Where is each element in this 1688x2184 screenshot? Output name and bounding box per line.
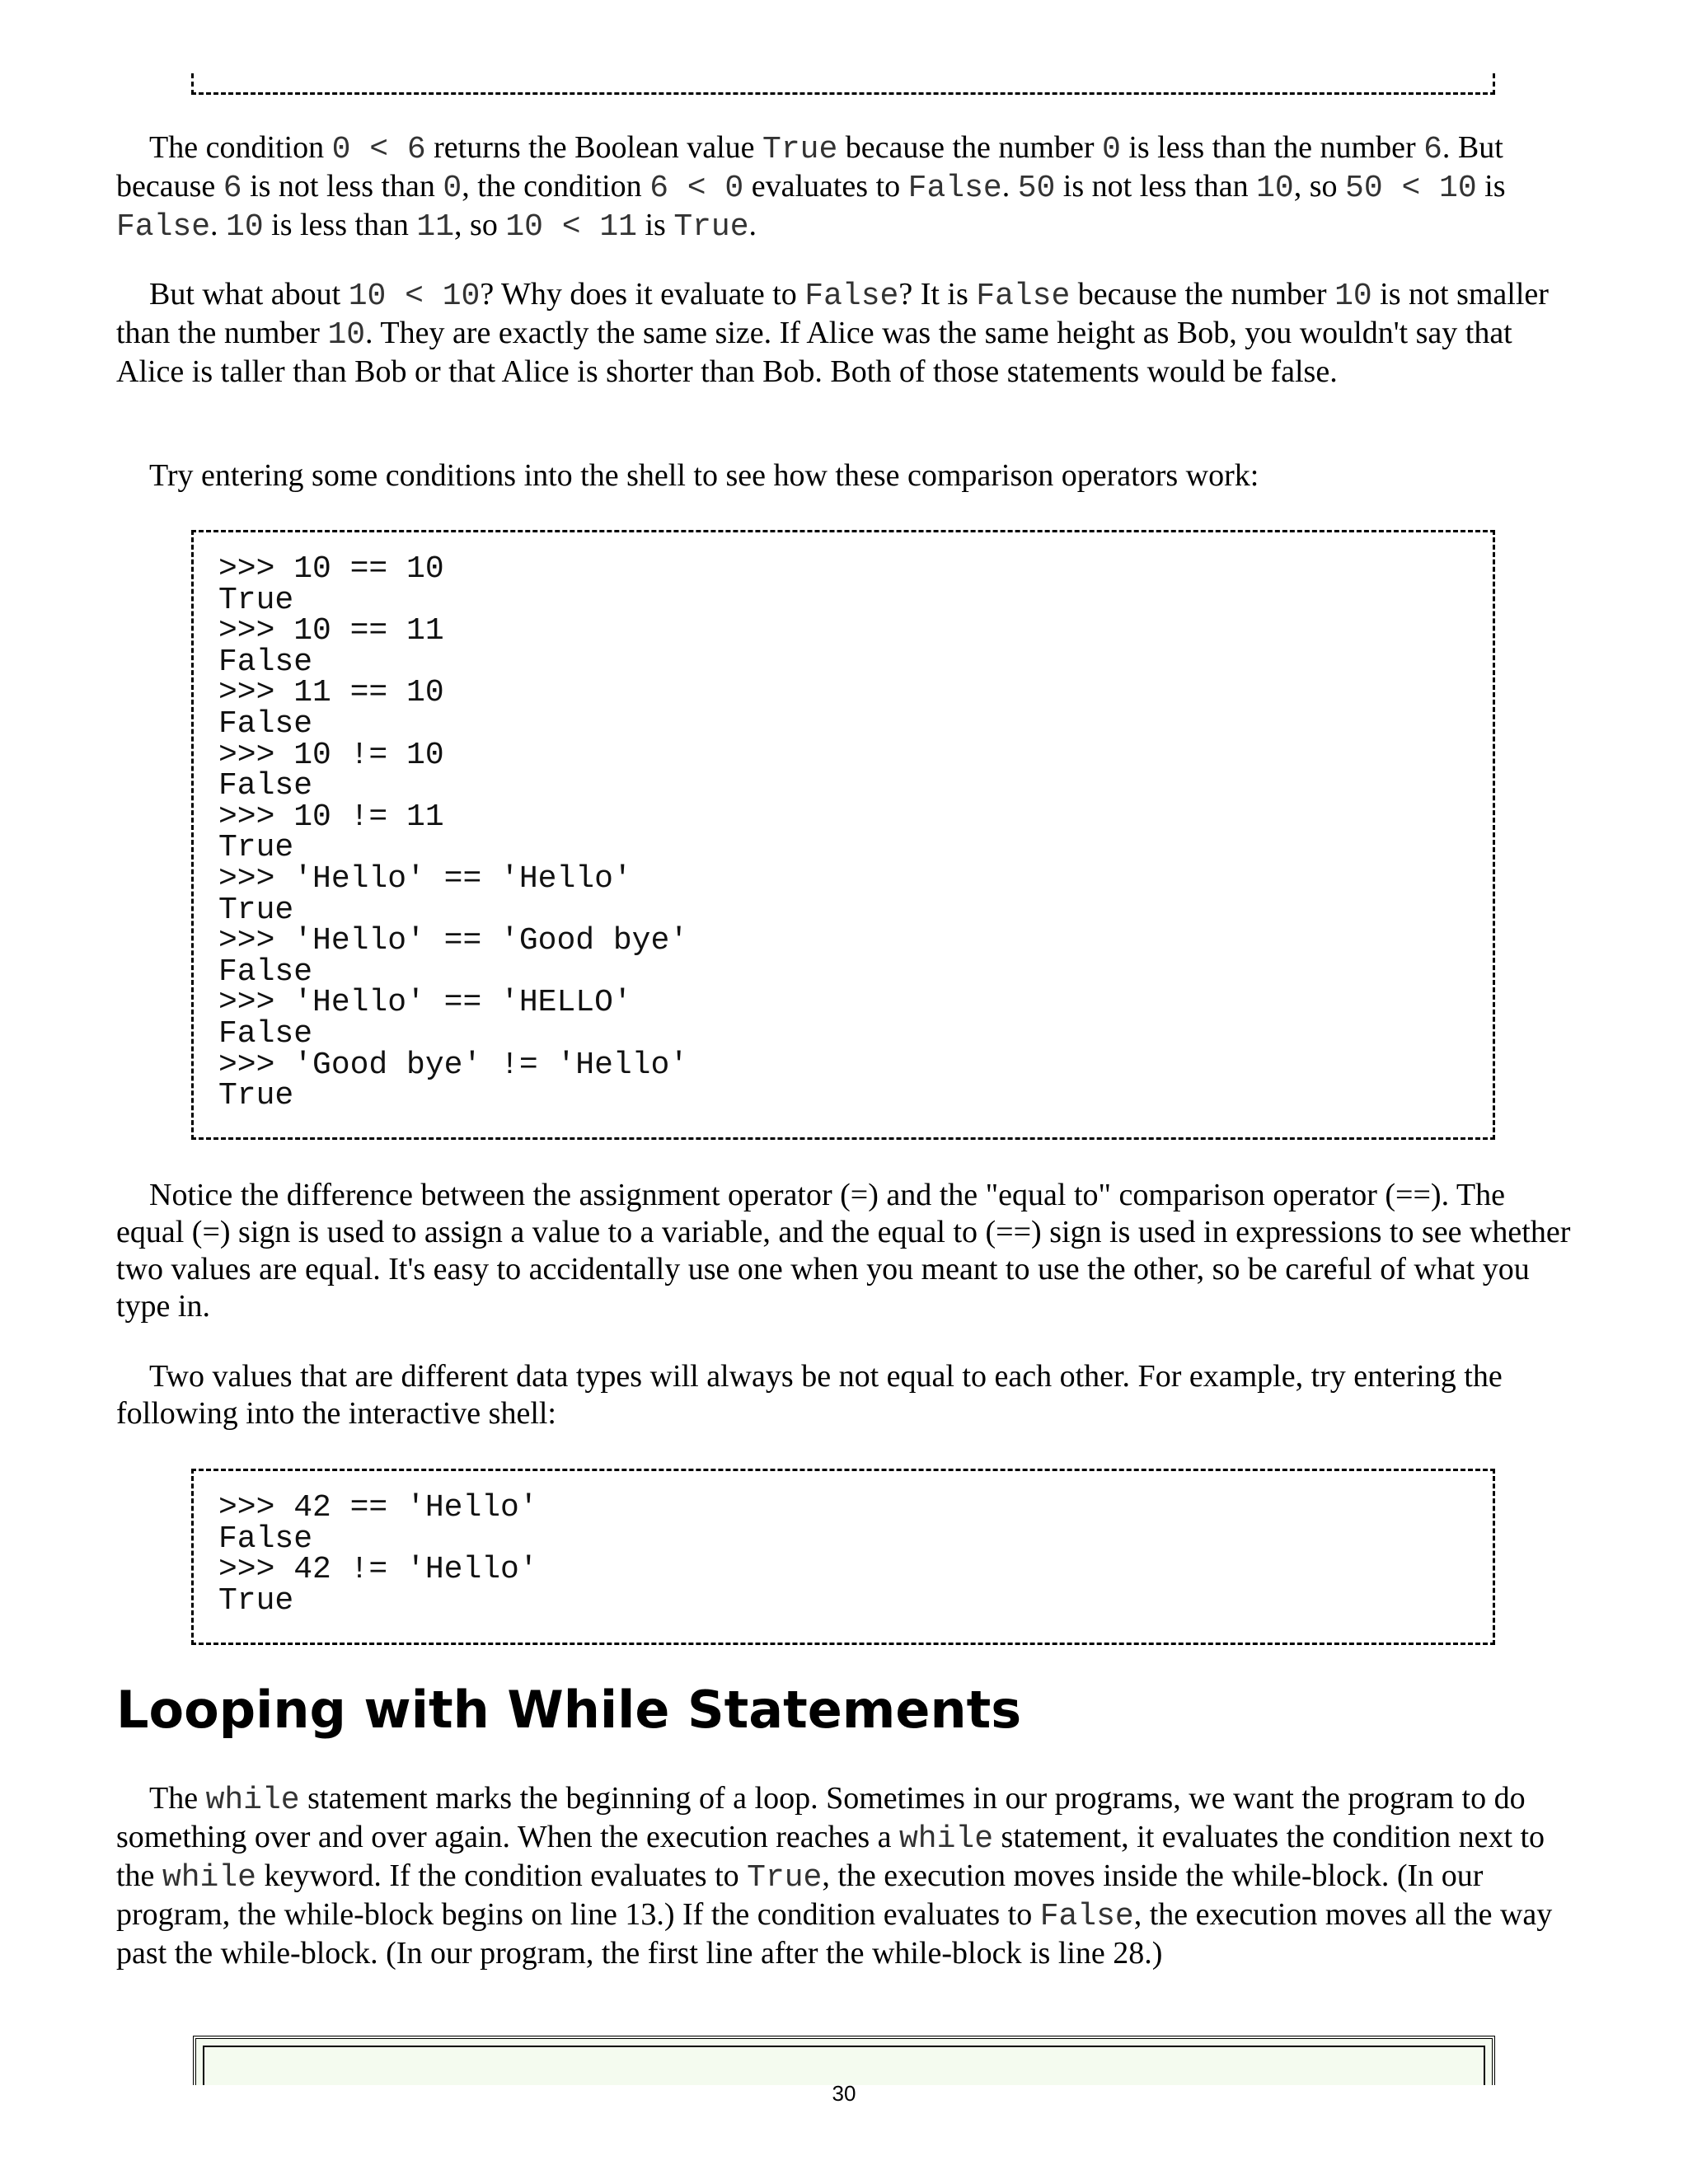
inline-code: 50 < 10: [1345, 171, 1477, 206]
text-run: is less than the number: [1120, 130, 1424, 165]
text-run: Notice the difference between the assignment operator (=) and the "equal to" comparison operator (==). The equal (=) sign is used to assign a value to a variable, and the equal to (==) sign is used in expressions to see whether two values are equal. It's easy to accidentally use one when you meant to use the other, so be careful of what you type in.: [116, 1178, 1571, 1324]
code-line: True: [218, 1078, 294, 1114]
text-run: is not smaller than the number: [116, 277, 1549, 350]
text-run: evaluates to: [743, 169, 908, 204]
inline-code: 10: [1256, 171, 1294, 206]
inline-code: while: [205, 1783, 300, 1818]
inline-code: False: [804, 279, 899, 314]
section-heading: Looping with While Statements: [116, 1680, 1022, 1740]
inline-code: 11: [416, 209, 455, 245]
text-run: .: [210, 208, 227, 242]
inline-code: while: [162, 1860, 256, 1896]
inline-code: 6: [223, 171, 242, 206]
text-run: is: [1476, 169, 1506, 204]
text-run: . But because: [116, 130, 1503, 204]
code-line: False: [218, 768, 313, 804]
inline-code: False: [1039, 1899, 1134, 1934]
text-run: But what about: [149, 277, 349, 312]
inline-code: 50: [1017, 171, 1056, 206]
code-line: False: [218, 954, 313, 990]
inline-code: 6: [1423, 132, 1442, 167]
text-run: .: [748, 208, 757, 242]
code-line: False: [218, 1521, 313, 1557]
code-line: >>> 42 != 'Hello': [218, 1552, 538, 1588]
code-line: >>> 'Hello' == 'Good bye': [218, 923, 689, 959]
text-run: The condition: [149, 130, 332, 165]
code-line: >>> 11 == 10: [218, 675, 444, 711]
text-run: is: [636, 208, 674, 242]
shell-example-comparisons: [191, 530, 1495, 1140]
code-line: >>> 10 != 11: [218, 799, 444, 835]
text-run: ? It is: [898, 277, 977, 312]
inline-code: False: [907, 171, 1002, 206]
text-run: , the execution moves all the way past the while-block. (In our program, the first line after the while-block is line 28.): [116, 1897, 1553, 1971]
paragraph-try-conditions: [116, 457, 1577, 494]
text-run: statement, it evaluates the condition next to the: [116, 1820, 1545, 1893]
inline-code: 10: [226, 209, 264, 245]
code-line: >>> 10 == 10: [218, 551, 444, 587]
code-line: False: [218, 1015, 313, 1052]
inline-code: 10: [1334, 279, 1372, 314]
text-run: , so: [454, 208, 506, 242]
inline-code: 6 < 0: [649, 171, 744, 206]
inline-code: True: [762, 132, 838, 167]
paragraph-ten-less-than-ten: [116, 276, 1577, 391]
text-run: Try entering some conditions into the shell to see how these comparison operators work:: [149, 458, 1259, 493]
text-run: Two values that are different data types will always be not equal to each other. For example, try entering the following into the interactive shell:: [116, 1359, 1503, 1431]
inline-code: False: [976, 279, 1071, 314]
text-run: statement marks the beginning of a loop. Sometimes in our programs, we want the program to do something over and over again. When the execution reaches a: [116, 1781, 1526, 1854]
code-line: True: [218, 830, 294, 866]
inline-code: 10 < 10: [348, 279, 481, 314]
code-line: True: [218, 1582, 294, 1619]
text-run: is not less than: [1055, 169, 1257, 204]
text-run: is less than: [263, 208, 417, 242]
paragraph-different-types: [116, 1358, 1577, 1432]
inline-code: True: [747, 1860, 823, 1896]
code-line: True: [218, 582, 294, 618]
text-run: because the number: [837, 130, 1103, 165]
code-line: >>> 'Hello' == 'HELLO': [218, 985, 632, 1021]
text-run: .: [1001, 169, 1018, 204]
inline-code: 0 < 6: [331, 132, 426, 167]
text-run: is not less than: [241, 169, 443, 204]
inline-code: 0: [443, 171, 462, 206]
text-run: keyword. If the condition evaluates to: [256, 1858, 748, 1893]
code-listing-box: [193, 2036, 1495, 2085]
paragraph-while-statement: [116, 1780, 1577, 1972]
text-run: . They are exactly the same size. If Alice was the same height as Bob, you wouldn't say that Alice is taller than Bob or that Alice is shorter than Bob. Both of those statements would be false.: [116, 316, 1512, 389]
inline-code: 0: [1102, 132, 1121, 167]
code-line: >>> 'Good bye' != 'Hello': [218, 1047, 689, 1083]
code-line: >>> 10 != 10: [218, 737, 444, 773]
paragraph-comparison-results: [116, 129, 1577, 246]
text-run: The: [149, 1781, 206, 1816]
code-listing-inner-border: [203, 2046, 1485, 2085]
code-line: >>> 10 == 11: [218, 613, 444, 649]
text-run: because the number: [1070, 277, 1335, 312]
text-run: ? Why does it evaluate to: [480, 277, 805, 312]
text-run: , the execution moves inside the while-block. (In our program, the while-block begins on line 13.) If the condition evaluates to: [116, 1858, 1484, 1932]
inline-code: 10 < 11: [505, 209, 637, 245]
inline-code: while: [898, 1821, 994, 1857]
page-number: 30: [832, 2081, 856, 2106]
inline-code: 10: [327, 317, 366, 353]
inline-code: True: [673, 209, 749, 245]
code-line: True: [218, 892, 294, 928]
code-box-continuation: [191, 71, 1495, 95]
code-line: >>> 'Hello' == 'Hello': [218, 860, 632, 897]
text-run: returns the Boolean value: [425, 130, 763, 165]
shell-example-different-types: [191, 1469, 1495, 1645]
inline-code: False: [116, 209, 211, 245]
text-run: , the condition: [462, 169, 650, 204]
text-run: , so: [1293, 169, 1346, 204]
paragraph-assignment-vs-equal: [116, 1177, 1577, 1325]
code-line: False: [218, 644, 313, 680]
code-line: False: [218, 705, 313, 742]
code-line: >>> 42 == 'Hello': [218, 1490, 538, 1526]
